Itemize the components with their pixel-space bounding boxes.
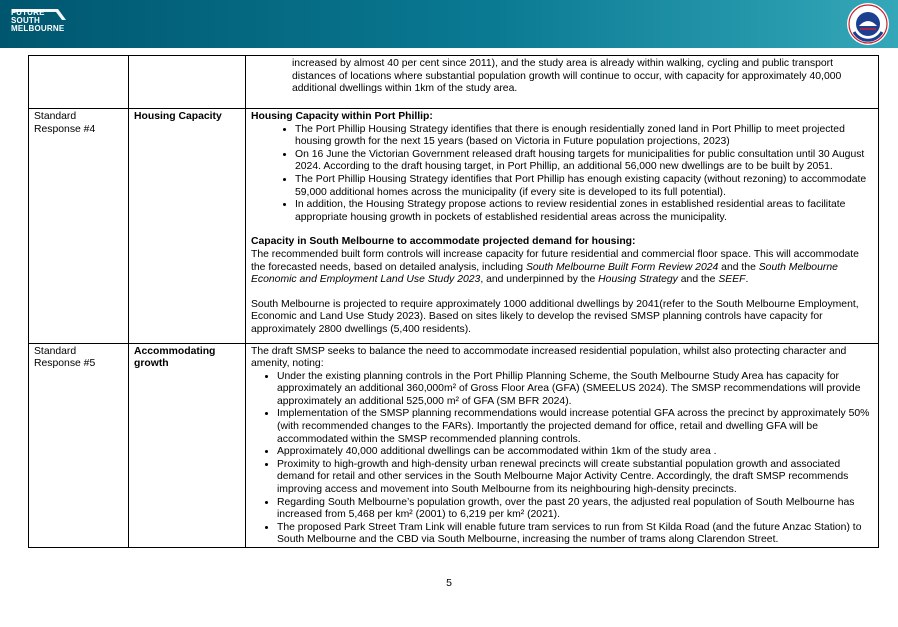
city-of-port-phillip-seal xyxy=(846,2,890,46)
table-cell-response xyxy=(246,343,879,548)
list-item: • Implementation of the SMSP planning recommendations would increase potential GFA across the precinct by approximately 50% (with recommended changes to the FARs). Importantly the projected demand for office, retail and dwelling GFA will be accommodated within the SMSP recommended planning controls. xyxy=(277,408,873,446)
logo-line: SOUTH xyxy=(11,16,40,25)
logo-line: MELBOURNE xyxy=(11,24,65,33)
bullet-list xyxy=(251,371,873,547)
table-cell-topic: Housing Capacity xyxy=(129,109,246,344)
table-row xyxy=(29,343,879,548)
logo-line: FUTURE xyxy=(11,8,45,17)
table-cell-topic: Accommodating growth xyxy=(129,343,246,548)
table-row xyxy=(29,56,879,109)
list-item: • The Port Phillip Housing Strategy identifies that Port Phillip has enough existing capacity (without rezoning) to accommodate 59,000 additional homes across the municipality (if every site is developed to its full potential). xyxy=(295,174,873,199)
list-item: • The proposed Park Street Tram Link will enable future tram services to run from St Kilda Road (and the future Anzac Station) to South Melbourne and the CBD via South Melbourne, increasing the number of trams along Clarendon Street. xyxy=(277,522,873,547)
table-cell-label: Standard Response #5 xyxy=(29,343,129,548)
table-cell-topic xyxy=(129,56,246,109)
paragraph: South Melbourne is projected to require approximately 1000 additional dwellings by 2041(refer to the South Melbourne Employment, Economic and Land Use Study 2023). Based on sites likely to develop the revised SMSP planning controls have capacity for approximately 2800 dwellings (5,400 residents). xyxy=(251,298,859,335)
page-header-banner xyxy=(0,0,898,48)
continued-text: increased by almost 40 per cent since 2011), and the study area is already within walking, cycling and public transport distances of locations where substantial population growth will continue to occur, with capacity for approximately 40,000 additional dwellings within 1km of the study area. xyxy=(292,58,842,95)
paragraph: The recommended built form controls will increase capacity for future residential and commercial floor space. This will accommodate the forecasted needs, based on detailed analysis, including South Melbourne Built Form Review 2024 and the South Melbourne Economic and Employment Land Use Study 2023, and underpinned by the Housing Strategy and the SEEF. xyxy=(251,248,859,286)
table-row xyxy=(29,109,879,344)
section-heading: Capacity in South Melbourne to accommodate projected demand for housing: xyxy=(251,236,636,248)
page-number: 5 xyxy=(446,577,452,589)
list-item: • Under the existing planning controls in the Port Phillip Planning Scheme, the South Melbourne Study Area has capacity for approximately an additional 360,000m² of Gross Floor Area (GFA) (SMEELUS 2024). The SMSP recommendations will provide approximately an additional 525,000 m² of GFA (SM BFR 2024). xyxy=(277,371,873,409)
table-cell-label: Standard Response #4 xyxy=(29,109,129,344)
table-cell-response xyxy=(246,109,879,344)
list-item: • Approximately 40,000 additional dwellings can be accommodated within 1km of the study area . xyxy=(277,446,873,459)
list-item: • In addition, the Housing Strategy propose actions to review residential zones in established residential areas to facilitate appropriate housing growth in pockets of established residential areas across the municipality. xyxy=(295,199,873,224)
table-cell-response xyxy=(246,56,879,109)
future-south-melbourne-logo-text xyxy=(11,9,64,33)
bullet-list xyxy=(251,124,873,225)
list-item: • On 16 June the Victorian Government released draft housing targets for municipalities for public consultation until 30 August 2024. According to the draft housing target, in Port Phillip, an additional 56,000 new dwellings are to be built by 2051. xyxy=(295,149,873,174)
section-heading: Housing Capacity within Port Phillip: xyxy=(251,111,433,122)
paragraph: The draft SMSP seeks to balance the need to accommodate increased residential population, whilst also protecting character and amenity, noting: xyxy=(251,345,847,370)
consultation-response-table xyxy=(28,55,879,548)
list-item: • Regarding South Melbourne’s population growth, over the past 20 years, the adjusted real population of South Melbourne has increased from 5,468 per km² (2001) to 6,219 per km² (2021). xyxy=(277,497,873,522)
list-item: • Proximity to high-growth and high-density urban renewal precincts will create substantial population growth and associated demand for retail and other services in the South Melbourne Major Activity Centre. Accordingly, the draft SMSP recommends improving access and movement into South Melbourne from its neighbouring high-density precincts. xyxy=(277,459,873,497)
list-item: • The Port Phillip Housing Strategy identifies that there is enough residentially zoned land in Port Phillip to meet projected housing growth for the next 15 years (based on Victoria in Future population projections, 2023) xyxy=(295,124,873,149)
table-cell-label xyxy=(29,56,129,109)
